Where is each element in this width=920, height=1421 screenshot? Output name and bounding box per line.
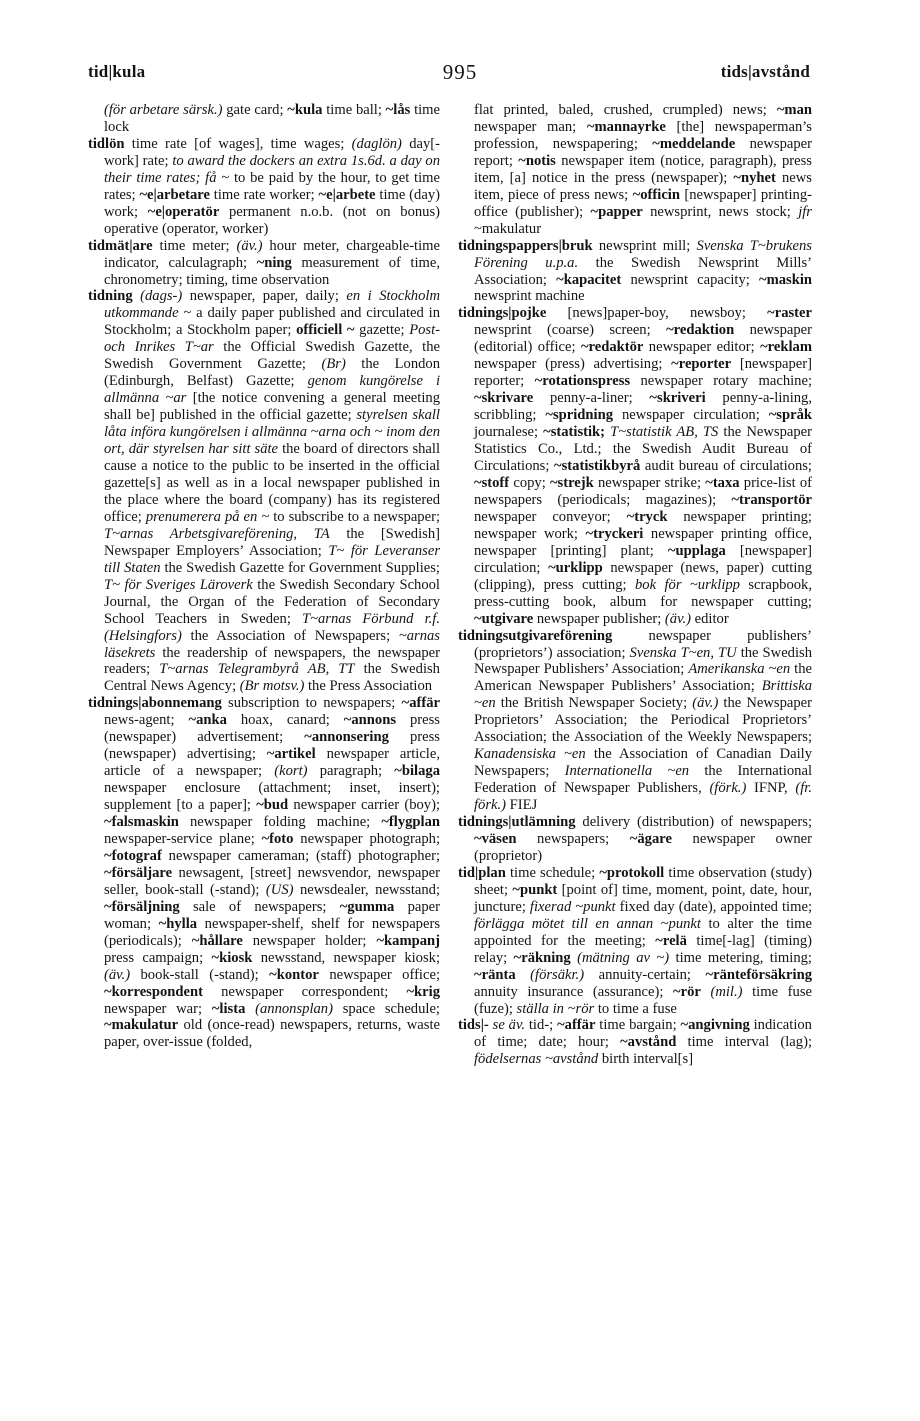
definition-text: the Swedish Newsprint Mills’ Association; [474, 254, 812, 288]
headword: ~annonsering [304, 729, 389, 746]
headword: tidnings|abonnemang [88, 695, 222, 712]
definition-text [245, 1001, 255, 1017]
definition-text: to time a fuse [594, 1000, 677, 1017]
italic-phrase: Svenska T~en, TU [629, 644, 737, 661]
headword: ~kontor [269, 966, 319, 983]
headword: tidningspappers|bruk [458, 237, 593, 254]
definition-text: press campaign; [104, 949, 212, 966]
italic-phrase: Svenska T~brukens Förening u.p.a. [474, 237, 812, 271]
definition-text: gazette; [354, 322, 410, 339]
definition-text: old (once-read) newspapers, returns, waste paper, over-issue (folded, [104, 1017, 440, 1051]
definition-text: [the] newspaperman’s profession, newspapering; [474, 118, 812, 152]
italic-phrase: Internationella ~en [564, 763, 690, 780]
headword: ~urklipp [548, 559, 603, 576]
definition-text: newsdealer, newsstand; [293, 881, 440, 898]
headword: ~notis [518, 152, 556, 169]
dictionary-entry [88, 288, 440, 695]
definition-text: newspaper-service plane; [104, 830, 262, 847]
definition-text: newspaper carrier (boy); [288, 797, 440, 814]
page-number: 995 [442, 60, 478, 84]
definition-text: [the notice convening a general meeting shall be] published in the official gazette; [104, 390, 440, 424]
italic-phrase: ~arnas läsekrets [104, 627, 440, 661]
headword: ~lås [385, 102, 411, 118]
definition-text: the British Newspaper Society; [495, 695, 693, 712]
headword: ~taxa [705, 474, 740, 491]
headword: ~avstånd [620, 1034, 677, 1051]
definition-text: newspaper printing office, newspaper [printing] plant; [474, 525, 812, 559]
headword: ~angivning [680, 1017, 750, 1034]
italic-phrase: födelsernas ~avstånd [474, 1051, 599, 1068]
headword: ~statistik; [543, 424, 606, 441]
italic-phrase: se äv. [492, 1017, 526, 1034]
headword: ~fotograf [104, 847, 162, 864]
definition-text: audit bureau of circulations; [640, 458, 812, 475]
headword: ~väsen [474, 830, 517, 847]
definition-text: penny-a-liner; [533, 390, 650, 407]
right-column [458, 102, 812, 1068]
italic-phrase: styrelsen skall låta införa kungörelsen i allmänna ~arna och ~ inom den ort, där styrelsen har sitt säte [104, 407, 440, 458]
italic-phrase: (äv.) [104, 966, 131, 983]
headword: ~utgivare [474, 610, 534, 627]
italic-phrase: Amerikanska ~en [688, 661, 791, 678]
italic-phrase: (US) [265, 881, 294, 898]
entry-continuation [88, 102, 440, 136]
definition-text: the Official Swedish Gazette, the Swedish Government Gazette; [104, 339, 440, 373]
italic-phrase: Kanadensiska ~en [474, 746, 586, 763]
headword: tidnings|utlämning [458, 814, 576, 831]
headword: ~försäljning [104, 898, 180, 915]
italic-phrase: bok för ~urklipp [635, 576, 740, 593]
definition-text: time ball; [322, 102, 386, 118]
headword: ~maskin [758, 271, 812, 288]
dictionary-entry [458, 238, 812, 306]
headword: tidnings|pojke [458, 305, 547, 322]
headword: ~lista [211, 1000, 246, 1017]
definition-text: newspaper (press) advertising; [474, 356, 672, 373]
definition-text: [news]paper-boy, newsboy; [546, 305, 768, 322]
definition-text: paragraph; [307, 763, 395, 780]
definition-text: the Newspaper Statistics Co., Ltd.; the Swedish Audit Bureau of Circulations; [474, 424, 812, 475]
left-column [88, 102, 440, 1051]
italic-phrase: to award the dockers an extra 1s.6d. a day on their time rates; få ~ [104, 152, 440, 186]
headword: ~transportör [731, 491, 812, 508]
definition-text: scrapbook, press-cutting book, album for newspaper cutting; [474, 576, 812, 610]
headword: tids|- [458, 1017, 489, 1034]
definition-text: time fuse (fuze); [474, 983, 812, 1017]
italic-phrase: genom kungörelse i allmänna ~ar [104, 373, 440, 407]
definition-text: the Swedish Gazette for Government Supplies; [160, 559, 440, 576]
definition-text: measurement of time, chronometry; timing, time observation [104, 254, 440, 288]
definition-text: newspaper circulation; [613, 407, 769, 424]
definition-text: the Swedish Secondary School Journal, the Organ of the Federation of Secondary School Teachers in Sweden; [104, 576, 440, 627]
headword: ~spridning [545, 407, 613, 424]
definition-text: press (newspaper) advertising; [104, 729, 440, 763]
headword: ~papper [590, 203, 643, 220]
headword: ~falsmaskin [104, 814, 179, 831]
definition-text: copy; [509, 474, 550, 491]
definition-text: [point of] time, moment, point, date, hour, juncture; [474, 881, 812, 915]
headword: officiell ~ [296, 322, 355, 339]
headword: ~gumma [339, 898, 395, 915]
headword: ~annons [343, 712, 397, 729]
definition-text: the Swedish Central News Agency; [104, 661, 440, 695]
headword: ~strejk [549, 474, 594, 491]
headword: ~punkt [512, 881, 558, 898]
definition-text: editor [690, 610, 729, 627]
definition-text: news-agent; [104, 712, 189, 729]
headword: ~skriveri [649, 390, 706, 407]
definition-text: a daily paper published and circulated in Stockholm; a Stockholm paper; [104, 305, 440, 339]
definition-text: time meter; [152, 237, 237, 254]
definition-text: time observation (study) sheet; [474, 864, 812, 898]
definition-text: newspaper item (notice, paragraph), press item, [a] notice in the press (newspaper); [474, 152, 812, 186]
italic-phrase: (mil.) [710, 983, 743, 1000]
definition-text: newspaper rotary machine; [630, 373, 812, 390]
headword: ~rotationspress [534, 373, 631, 390]
definition-text: newspaper folding machine; [178, 814, 382, 831]
dictionary-entry [88, 695, 440, 1051]
headword: ~kiosk [211, 949, 253, 966]
italic-phrase: förlägga mötet till en annan ~punkt [474, 915, 701, 932]
headword: ~affär [401, 695, 440, 712]
definition-text: newspaper strike; [593, 474, 706, 491]
definition-text: book-stall (-stand); [130, 966, 270, 983]
entry-continuation [458, 102, 812, 238]
italic-phrase: prenumerera på en ~ [145, 508, 270, 525]
definition-text: the London (Edinburgh, Belfast) Gazette; [104, 356, 441, 390]
headword: ~bilaga [394, 763, 440, 780]
italic-phrase: (för arbetare särsk.) [104, 102, 223, 118]
definition-text: time schedule; [505, 864, 600, 881]
headword: ~officin [632, 186, 680, 203]
headword: ~relä [655, 932, 687, 949]
definition-text: fixed day (date), appointed time; [615, 898, 812, 915]
definition-text: newsprint machine [474, 288, 585, 305]
definition-text: flat printed, baled, crushed, crumpled) news; [474, 102, 777, 118]
definition-text: newspaper (editorial) office; [474, 322, 812, 356]
definition-text: sale of newspapers; [179, 898, 340, 915]
definition-text: to be paid by the hour, to get time rates; [104, 169, 440, 203]
headword: ~tryck [626, 508, 668, 525]
definition-text: time lock [104, 102, 441, 135]
headword: ~bud [256, 797, 289, 814]
definition-text: the Association of Newspapers; [181, 627, 399, 644]
definition-text: time rate [of wages], time wages; [124, 135, 352, 152]
definition-text: indication of time; date; hour; [474, 1017, 812, 1051]
headword: ~meddelande [652, 135, 736, 152]
definition-text: newspaper publishers’ (proprietors’) association; [474, 627, 812, 661]
definition-text: the board of directors shall cause a notice to the public to be inserted in the official gazette[s] as well as in a local newspaper published in the place where the board (company) has its registered office; [104, 441, 441, 525]
dictionary-entry [458, 814, 812, 865]
definition-text: newspaper (news, paper) cutting (clipping), press cutting; [474, 559, 812, 593]
definition-text: newspaper editor; [643, 339, 761, 356]
headword: ~ning [256, 254, 292, 271]
definition-text: newspapers; [516, 830, 630, 847]
headword: ~korrespondent [104, 983, 203, 1000]
italic-phrase: ställa in ~rör [516, 1000, 595, 1017]
definition-text: the American Newspaper Publishers’ Association; [474, 661, 812, 695]
definition-text: newspaper article, article of a newspaper; [104, 746, 440, 780]
headword: ~e|arbete [318, 186, 376, 203]
definition-text [133, 288, 141, 304]
definition-text: newsprint (coarse) screen; [474, 322, 667, 339]
definition-text: time (day) work; [104, 186, 440, 220]
definition-text: newsprint, news stock; [642, 203, 799, 220]
definition-text: newsstand, newspaper kiosk; [252, 949, 440, 966]
headword: ~tryckeri [585, 525, 644, 542]
definition-text: press (newspaper) advertisement; [104, 712, 440, 746]
definition-text: time[-lag] (timing) relay; [474, 932, 812, 966]
headword: ~krig [406, 983, 440, 1000]
definition-text: permanent n.o.b. (not on bonus) operative (operator, worker) [104, 203, 440, 237]
headword: ~redaktör [580, 339, 644, 356]
italic-phrase: T~arnas Arbetsgivareförening, TA [104, 525, 330, 542]
definition-text: newspaper-shelf, shelf for newspapers (periodicals); [104, 915, 440, 949]
definition-text: [newspaper] reporter; [474, 356, 812, 390]
headword: ~skrivare [474, 390, 534, 407]
italic-phrase: T~ för Sveriges Läroverk [104, 576, 253, 593]
italic-phrase: (Br motsv.) [239, 678, 305, 695]
italic-phrase: (daglön) [351, 135, 402, 152]
headword: ~affär [557, 1017, 596, 1034]
definition-text: the Press Association [304, 678, 433, 695]
headword: ~stoff [474, 474, 510, 491]
italic-phrase: Post- och Inrikes T~ar [104, 322, 440, 356]
italic-phrase: (mätning av ~) [577, 949, 670, 966]
definition-text: time rate worker; [209, 186, 319, 203]
headword: ~mannayrke [586, 118, 666, 135]
headword: tidningsutgivareförening [458, 627, 613, 644]
headword: tidning [88, 288, 133, 305]
headword: ~upplaga [667, 542, 726, 559]
headword: ~reklam [760, 339, 812, 356]
headword: ~protokoll [599, 864, 665, 881]
dictionary-entry [88, 238, 440, 289]
italic-phrase: (äv.) [236, 237, 263, 254]
headword: ~hållare [191, 932, 243, 949]
italic-phrase: (äv.) [692, 695, 719, 712]
definition-text: FIEJ [506, 797, 538, 814]
definition-text: newspaper photograph; [293, 830, 440, 847]
definition-text: day[-work] rate; [104, 135, 440, 169]
italic-phrase: T~arnas Förbund r.f. (Helsingfors) [104, 610, 440, 644]
definition-text: newspaper holder; [242, 932, 377, 949]
italic-phrase: (kort) [274, 763, 308, 780]
italic-phrase: jfr [798, 203, 812, 220]
definition-text: newspaper, paper, daily; [182, 288, 347, 305]
headword: ~e|operatör [147, 203, 220, 220]
headword: ~hylla [158, 915, 198, 932]
definition-text: hoax, canard; [226, 712, 344, 729]
headword: ~man [776, 102, 812, 118]
definition-text: newsprint mill; [592, 237, 697, 254]
definition-text: time metering, timing; [669, 949, 812, 966]
definition-text: annuity-certain; [584, 966, 706, 983]
definition-text: newspaper cameraman; (staff) photographer; [161, 847, 440, 864]
definition-text: newspaper man; [474, 118, 587, 135]
definition-text: gate card; [222, 102, 288, 118]
headword: ~språk [768, 407, 812, 424]
headword: ~reporter [671, 356, 732, 373]
headword: ~nyhet [733, 169, 776, 186]
definition-text: the International Federation of Newspaper Publishers, [474, 763, 812, 797]
definition-text: newspaper enclosure (attachment; inset, insert); supplement [to a paper]; [104, 780, 440, 814]
headword: ~kula [287, 102, 323, 118]
definition-text: newsagent, [street] newsvendor, newspaper seller, book-stall (-stand); [104, 864, 440, 898]
headword: ~redaktion [666, 322, 735, 339]
headword: ~ränteförsäkring [705, 966, 812, 983]
headword: ~raster [767, 305, 812, 322]
definition-text: [newspaper] circulation; [474, 542, 812, 576]
definition-text: IFNP, [746, 780, 796, 797]
definition-text: the Swedish Newspaper Publishers’ Association; [474, 644, 812, 678]
definition-text: space schedule; [332, 1000, 440, 1017]
left-guide-word: tid|kula [88, 62, 146, 81]
italic-phrase: (Br) [321, 356, 346, 373]
definition-text: to subscribe to a newspaper; [269, 508, 440, 525]
dictionary-entry [458, 628, 812, 814]
headword: ~flygplan [381, 814, 440, 831]
definition-text: delivery (distribution) of newspapers; [575, 814, 812, 831]
definition-text: to alter the time appointed for the meeting; [474, 915, 813, 949]
definition-text: tid-; [525, 1017, 558, 1034]
italic-phrase: (annonsplan) [255, 1000, 333, 1017]
italic-phrase: (dags-) [140, 288, 183, 305]
headword: ~ränta [474, 966, 516, 983]
definition-text: hour meter, chargeable-time indicator, calculagraph; [104, 237, 440, 271]
definition-text: newspaper war; [104, 1000, 212, 1017]
headword: ~räkning [513, 949, 571, 966]
headword: ~artikel [266, 746, 316, 763]
italic-phrase: T~statistik AB, TS [610, 424, 719, 441]
dictionary-entry [458, 865, 812, 1018]
definition-text: paper woman; [104, 898, 440, 932]
headword: ~försäljare [104, 864, 173, 881]
italic-phrase: (försäkr.) [530, 966, 585, 983]
headword: tid|plan [458, 864, 506, 881]
italic-phrase: (förk.) [709, 780, 747, 797]
italic-phrase: en i Stockholm utkommande ~ [104, 288, 440, 322]
italic-phrase: (fr. förk.) [474, 780, 812, 814]
headword: ~kampanj [376, 932, 440, 949]
headword: ~kapacitet [556, 271, 622, 288]
right-guide-word: tids|avstånd [720, 62, 810, 81]
dictionary-entry [88, 136, 440, 238]
definition-text: newspaper correspondent; [202, 983, 407, 1000]
definition-text: newspaper owner (proprietor) [474, 830, 812, 864]
definition-text: price-list of newspapers (periodicals; magazines); [474, 474, 812, 508]
italic-phrase: fixerad ~punkt [529, 898, 616, 915]
definition-text: the Newspaper Proprietors’ Association; the Periodical Proprietors’ Association; the Association of the Weekly Newspapers; [474, 695, 812, 746]
definition-text: [newspaper] printing-office (publisher); [474, 186, 812, 220]
definition-text: birth interval[s] [598, 1051, 694, 1068]
italic-phrase: (äv.) [664, 610, 691, 627]
headword: ~rör [673, 983, 701, 1000]
definition-text: time interval (lag); [676, 1034, 812, 1051]
definition-text: time bargain; [595, 1017, 681, 1034]
definition-text: newspaper printing; newspaper work; [474, 508, 812, 542]
headword: ~e|arbetare [139, 186, 210, 203]
headword: ~anka [188, 712, 227, 729]
headword: ~ägare [629, 830, 672, 847]
definition-text [516, 967, 531, 983]
definition-text: ~makulatur [474, 220, 542, 237]
definition-text: newspaper publisher; [533, 610, 665, 627]
definition-text: subscription to newspapers; [221, 695, 402, 712]
definition-text: newspaper conveyor; [474, 508, 627, 525]
definition-text: annuity insurance (assurance); [474, 983, 674, 1000]
definition-text: newsprint capacity; [621, 271, 759, 288]
headword: ~makulatur [104, 1017, 179, 1034]
definition-text: news item, piece of press news; [474, 169, 812, 203]
definition-text: newspaper report; [474, 135, 812, 169]
dictionary-entry [458, 305, 812, 627]
definition-text: journalese; [474, 424, 544, 441]
definition-text: newspaper office; [318, 966, 440, 983]
definition-text: the [Swedish] Newspaper Employers’ Association; [104, 525, 440, 559]
definition-text: the readership of newspapers, the newspaper readers; [104, 644, 440, 678]
italic-phrase: Brittiska ~en [474, 678, 812, 712]
headword: ~statistikbyrå [554, 458, 641, 475]
definition-text: penny-a-lining, scribbling; [474, 390, 812, 424]
headword: tidlön [88, 135, 125, 152]
headword: ~foto [261, 830, 294, 847]
definition-text: the Association of Canadian Daily Newspapers; [474, 746, 813, 780]
headword: tidmät|are [88, 237, 153, 254]
italic-phrase: T~ för Leveranser till Staten [104, 542, 441, 576]
italic-phrase: T~arnas Telegrambyrå AB, TT [159, 661, 355, 678]
dictionary-entry [458, 1017, 812, 1068]
